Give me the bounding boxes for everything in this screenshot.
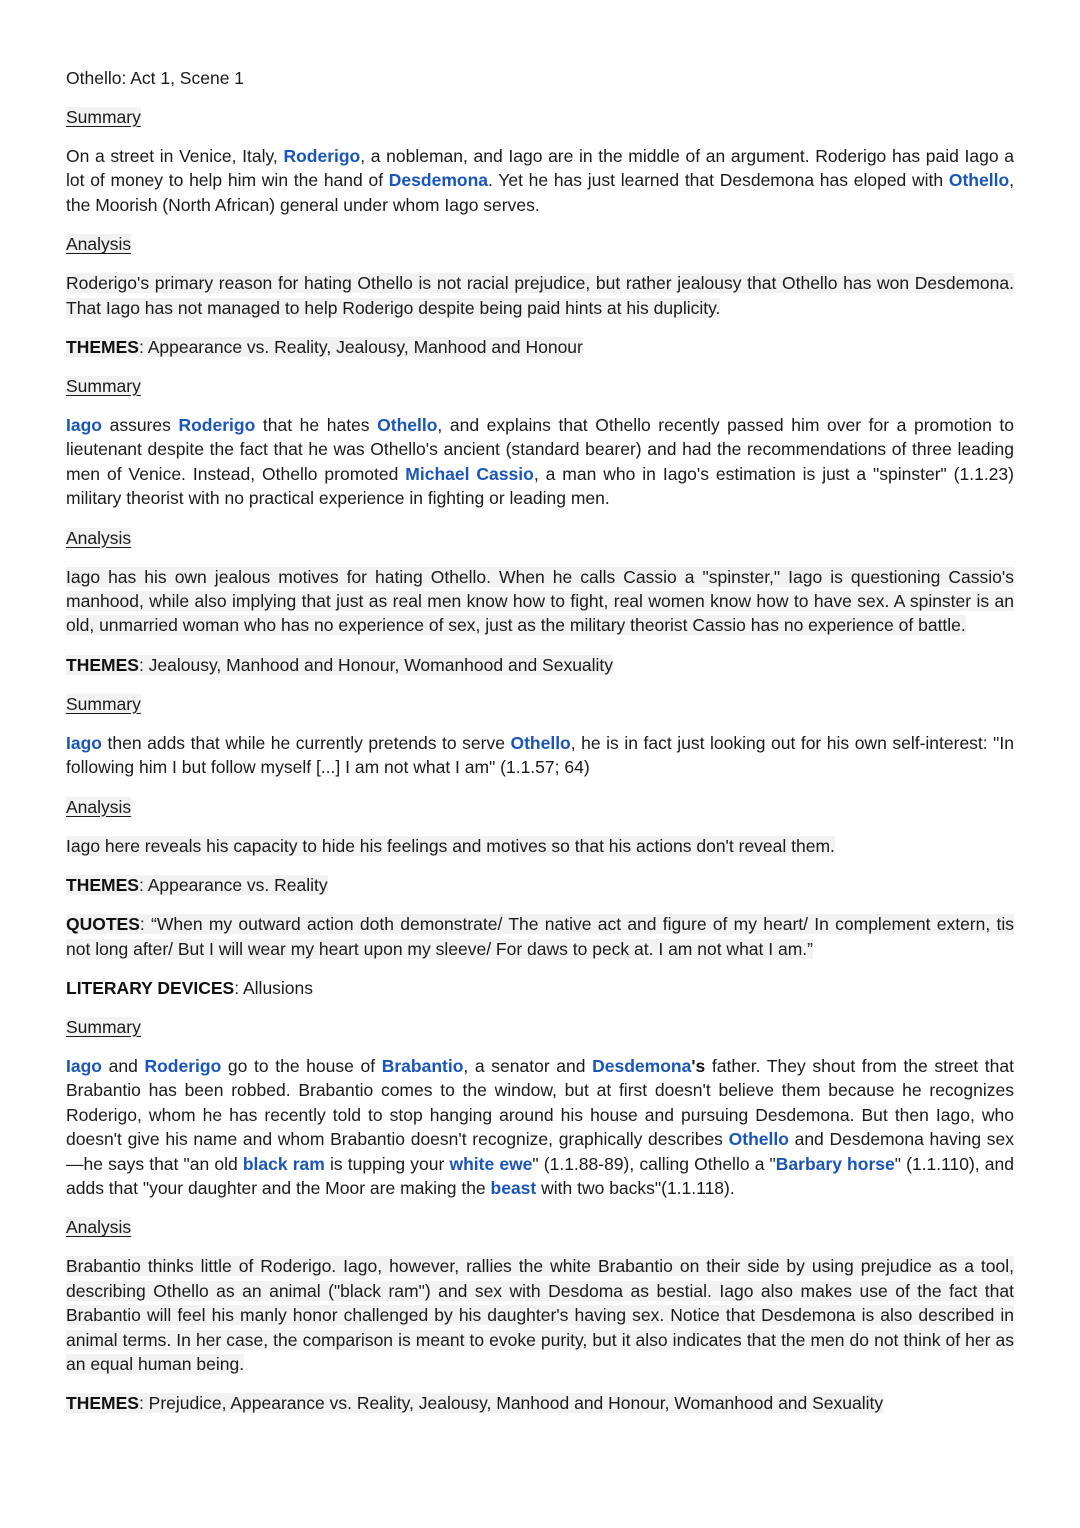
summary-heading: Summary [66, 107, 141, 127]
summary-paragraph: Iago and Roderigo go to the house of Brabantio, a senator and Desdemona's father. They shout from the street that Brabantio has been robbed. Brabantio comes to the window, but at first doesn't believe them because he recognizes Roderigo, whom he has recently told to stop hanging around his house and pursuing Desdemona. But then Iago, who doesn't give his name and whom Brabantio doesn't recognize, graphically describes Othello and Desdemona having sex—he says that "an old black ram is tupping your white ewe" (1.1.88-89), calling Othello a "Barbary horse" (1.1.110), and adds that "your daughter and the Moor are making the beast with two backs"(1.1.118). [66, 1055, 1015, 1198]
analysis-heading: Analysis [66, 234, 132, 255]
summary-paragraph: On a street in Venice, Italy, Roderigo, a nobleman, and Iago are in the middle of an argument. Roderigo has paid Iago a lot of money to help him win the hand of Desdemona. Yet he has just learned that Desdemona has eloped with Othello, the Moorish (North African) general under whom Iago serves. [66, 146, 1015, 215]
themes-line: THEMES: Appearance vs. Reality [66, 875, 328, 896]
analysis-heading: Analysis [66, 796, 132, 817]
character-link: Roderigo [283, 146, 361, 166]
key-phrase: black ram [242, 1153, 325, 1174]
themes-line: THEMES: Prejudice, Appearance vs. Reality, Jealousy, Manhood and Honour, Womanhood and Sexuality [66, 1393, 884, 1414]
character-link: Roderigo [178, 415, 256, 436]
character-link: Desdemona [592, 1055, 692, 1076]
character-link: Othello [728, 1129, 789, 1150]
analysis-paragraph: Iago has his own jealous motives for hating Othello. When he calls Cassio a "spinster," Iago is questioning Cassio's manhood, while also implying that just as real men know how to fight, real women know how to have sex. A spinster is an old, unmarried woman who has no experience of sex, just as the military theorist Cassio has no experience of battle. [66, 566, 1014, 636]
character-link: Michael Cassio [405, 463, 534, 484]
summary-paragraph: Iago then adds that while he currently pretends to serve Othello, he is in fact just looking out for his own self-interest: "In following him I but follow myself [...] I am not what I am" (1.1.57; 64) [66, 732, 1014, 778]
summary-heading: Summary [66, 1016, 141, 1037]
character-link: Othello [377, 415, 438, 436]
key-phrase: Barbary horse [775, 1153, 895, 1174]
character-link: Roderigo [144, 1055, 222, 1076]
literary-devices-line: LITERARY DEVICES: Allusions [66, 977, 314, 998]
summary-heading: Summary [66, 376, 141, 397]
character-link: Othello [510, 732, 571, 753]
key-phrase: beast [490, 1177, 537, 1198]
character-link: Othello [948, 170, 1010, 191]
summary-paragraph: Iago assures Roderigo that he hates Othello, and explains that Othello recently passed him over for a promotion to lieutenant despite the fact that he was Othello's ancient (standard bearer) and had the recommendations of three leading men of Venice. Instead, Othello promoted Michael Cassio, a man who in Iago's estimation is just a "spinster" (1.1.23) military theorist with no practical experience in fighting or leading men. [66, 415, 1015, 509]
themes-line: THEMES: Appearance vs. Reality, Jealousy, Manhood and Honour [66, 337, 583, 358]
analysis-heading: Analysis [66, 527, 132, 548]
document-title: Othello: Act 1, Scene 1 [66, 68, 245, 88]
character-link: Iago [66, 1055, 102, 1076]
key-phrase: white ewe [449, 1153, 533, 1174]
analysis-paragraph: Roderigo's primary reason for hating Othello is not racial prejudice, but rather jealousy that Othello has won Desdemona. That Iago has not managed to help Roderigo despite being paid hints at his duplicity. [66, 273, 1014, 318]
themes-line: THEMES: Jealousy, Manhood and Honour, Womanhood and Sexuality [66, 654, 614, 675]
analysis-paragraph: Iago here reveals his capacity to hide his feelings and motives so that his actions don't reveal them. [66, 835, 835, 856]
analysis-heading: Analysis [66, 1217, 132, 1238]
analysis-paragraph: Brabantio thinks little of Roderigo. Iago, however, rallies the white Brabantio on their side by using prejudice as a tool, describing Othello as an animal ("black ram") and sex with Desdoma as bestial. Iago also makes use of the fact that Brabantio will feel his manly honor challenged by his daughter's having sex. Notice that Desdemona is also described in animal terms. In her case, the comparison is meant to evoke purity, but it also indicates that the men do not think of her as an equal human being. [66, 1256, 1014, 1374]
character-link: Brabantio [381, 1055, 464, 1076]
character-link: Iago [66, 732, 102, 753]
character-link: Desdemona [388, 170, 488, 191]
summary-heading: Summary [66, 693, 141, 714]
character-link: Iago [66, 415, 102, 436]
quotes-paragraph: QUOTES: “When my outward action doth demonstrate/ The native act and figure of my heart/ In complement extern, tis not long after/ But I will wear my heart upon my sleeve/ For daws to peck at. I am not what I am.” [66, 914, 1014, 959]
